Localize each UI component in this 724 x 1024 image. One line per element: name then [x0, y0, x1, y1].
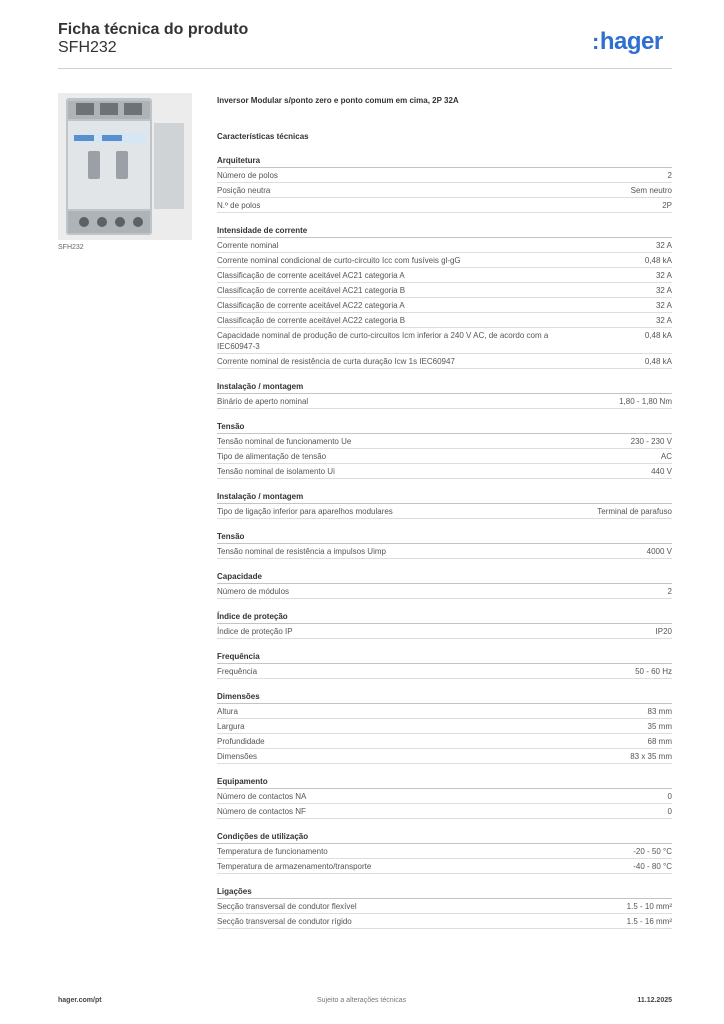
spec-value: 35 mm — [647, 722, 672, 731]
section-title: Capacidade — [217, 570, 672, 584]
technical-characteristics-heading: Características técnicas — [217, 132, 309, 141]
section-title: Intensidade de corrente — [217, 224, 672, 238]
spec-row — [217, 238, 672, 253]
spec-value: 0,48 kA — [644, 331, 672, 340]
spec-label: Tensão nominal de funcionamento Ue — [217, 437, 352, 446]
spec-label: Secção transversal de condutor flexível — [217, 902, 357, 911]
spec-value: 32 A — [655, 316, 672, 325]
spec-value: 50 - 60 Hz — [635, 667, 672, 676]
logo-text: hager — [599, 28, 663, 55]
spec-row — [217, 328, 672, 354]
spec-value: 2 — [667, 171, 672, 180]
spec-row — [217, 354, 672, 369]
spec-label: Número de módulos — [217, 587, 290, 596]
spec-row — [217, 313, 672, 328]
spec-sections — [217, 154, 672, 929]
spec-row — [217, 749, 672, 764]
spec-label: Número de contactos NF — [217, 807, 306, 816]
spec-value: 83 x 35 mm — [630, 752, 672, 761]
spec-value: Terminal de parafuso — [597, 507, 672, 516]
spec-row — [217, 283, 672, 298]
spec-value: 32 A — [655, 286, 672, 295]
spec-row — [217, 464, 672, 479]
spec-row — [217, 168, 672, 183]
product-sku: SFH232 — [58, 39, 117, 56]
spec-label: Classificação de corrente aceitável AC21 categoria B — [217, 286, 406, 295]
spec-row — [217, 734, 672, 749]
spec-row — [217, 804, 672, 819]
spec-row — [217, 298, 672, 313]
image-caption: SFH232 — [58, 244, 84, 251]
spec-row — [217, 844, 672, 859]
spec-value: 1,80 - 1,80 Nm — [619, 397, 672, 406]
spec-section — [217, 570, 672, 599]
spec-row — [217, 899, 672, 914]
spec-row — [217, 664, 672, 679]
section-title: Tensão — [217, 530, 672, 544]
footer-date: 11.12.2025 — [637, 997, 672, 1004]
spec-value: 0,48 kA — [644, 357, 672, 366]
spec-value: AC — [660, 452, 672, 461]
spec-label: Número de contactos NA — [217, 792, 307, 801]
spec-row — [217, 504, 672, 519]
spec-row — [217, 183, 672, 198]
section-title: Equipamento — [217, 775, 672, 789]
spec-label: Tensão nominal de isolamento Ui — [217, 467, 335, 476]
section-title: Instalação / montagem — [217, 490, 672, 504]
spec-row — [217, 914, 672, 929]
spec-value: 32 A — [655, 301, 672, 310]
spec-value: 1.5 - 16 mm² — [626, 917, 672, 926]
spec-value: 32 A — [655, 241, 672, 250]
section-title: Índice de proteção — [217, 610, 672, 624]
spec-value: 440 V — [651, 467, 672, 476]
spec-section — [217, 154, 672, 213]
spec-label: Classificação de corrente aceitável AC22 categoria B — [217, 316, 406, 325]
spec-section — [217, 690, 672, 764]
switch-device-illustration — [58, 93, 192, 240]
spec-value: 83 mm — [647, 707, 672, 716]
spec-row — [217, 394, 672, 409]
spec-label: Tipo de alimentação de tensão — [217, 452, 327, 461]
spec-row — [217, 253, 672, 268]
page-title: Ficha técnica do produto — [58, 21, 249, 38]
spec-value: 68 mm — [647, 737, 672, 746]
spec-label: Número de polos — [217, 171, 278, 180]
spec-value: 1.5 - 10 mm² — [626, 902, 672, 911]
product-description: Inversor Modular s/ponto zero e ponto comum em cima, 2P 32A — [217, 96, 459, 105]
spec-value: 0 — [667, 792, 672, 801]
spec-label: Corrente nominal — [217, 241, 279, 250]
spec-row — [217, 449, 672, 464]
spec-value: 32 A — [655, 271, 672, 280]
section-title: Condições de utilização — [217, 830, 672, 844]
hager-logo: :hager — [592, 28, 663, 55]
spec-value: -20 - 50 °C — [633, 847, 672, 856]
spec-section — [217, 650, 672, 679]
section-title: Instalação / montagem — [217, 380, 672, 394]
spec-row — [217, 719, 672, 734]
footer-disclaimer: Sujeito a alterações técnicas — [317, 997, 407, 1004]
spec-label: Classificação de corrente aceitável AC22 categoria A — [217, 301, 405, 310]
spec-value: 4000 V — [646, 547, 672, 556]
spec-row — [217, 198, 672, 213]
spec-value: Sem neutro — [630, 186, 672, 195]
header-divider — [58, 68, 672, 69]
spec-value: 230 - 230 V — [630, 437, 672, 446]
spec-section — [217, 490, 672, 519]
spec-row — [217, 268, 672, 283]
spec-label: Classificação de corrente aceitável AC21 categoria A — [217, 271, 405, 280]
spec-label: Secção transversal de condutor rígido — [217, 917, 352, 926]
spec-label: Profundidade — [217, 737, 265, 746]
spec-label: Capacidade nominal de produção de curto-circuitos Icm inferior a 240 V AC, de acordo com a IEC60947-3 — [217, 331, 549, 351]
spec-value: 0 — [667, 807, 672, 816]
spec-value: 2P — [662, 201, 672, 210]
spec-row — [217, 544, 672, 559]
spec-label: Frequência — [217, 667, 258, 676]
section-title: Arquitetura — [217, 154, 672, 168]
spec-row — [217, 434, 672, 449]
spec-label: Temperatura de armazenamento/transporte — [217, 862, 372, 871]
spec-section — [217, 885, 672, 929]
spec-label: Largura — [217, 722, 245, 731]
section-title: Ligações — [217, 885, 672, 899]
spec-label: Índice de proteção IP — [217, 627, 293, 636]
spec-label: Tipo de ligação inferior para aparelhos modulares — [217, 507, 393, 516]
spec-label: N.º de polos — [217, 201, 261, 210]
spec-value: IP20 — [655, 627, 672, 636]
spec-row — [217, 859, 672, 874]
product-image — [58, 93, 192, 240]
spec-row — [217, 584, 672, 599]
spec-section — [217, 830, 672, 874]
section-title: Frequência — [217, 650, 672, 664]
section-title: Dimensões — [217, 690, 672, 704]
section-title: Tensão — [217, 420, 672, 434]
spec-section — [217, 610, 672, 639]
spec-value: 2 — [667, 587, 672, 596]
spec-section — [217, 380, 672, 409]
spec-row — [217, 789, 672, 804]
spec-label: Corrente nominal de resistência de curta duração Icw 1s IEC60947 — [217, 357, 455, 366]
spec-value: 0,48 kA — [644, 256, 672, 265]
spec-label: Altura — [217, 707, 238, 716]
spec-value: -40 - 80 °C — [633, 862, 672, 871]
spec-row — [217, 624, 672, 639]
spec-row — [217, 704, 672, 719]
footer-website: hager.com/pt — [58, 997, 102, 1004]
spec-label: Corrente nominal condicional de curto-circuito Icc com fusíveis gl-gG — [217, 256, 461, 265]
spec-label: Posição neutra — [217, 186, 271, 195]
spec-section — [217, 420, 672, 479]
spec-label: Binário de aperto nominal — [217, 397, 309, 406]
spec-section — [217, 775, 672, 819]
spec-content — [217, 94, 672, 929]
spec-section — [217, 530, 672, 559]
spec-label: Dimensões — [217, 752, 258, 761]
spec-section — [217, 224, 672, 369]
spec-label: Tensão nominal de resistência a impulsos Uimp — [217, 547, 386, 556]
spec-label: Temperatura de funcionamento — [217, 847, 328, 856]
